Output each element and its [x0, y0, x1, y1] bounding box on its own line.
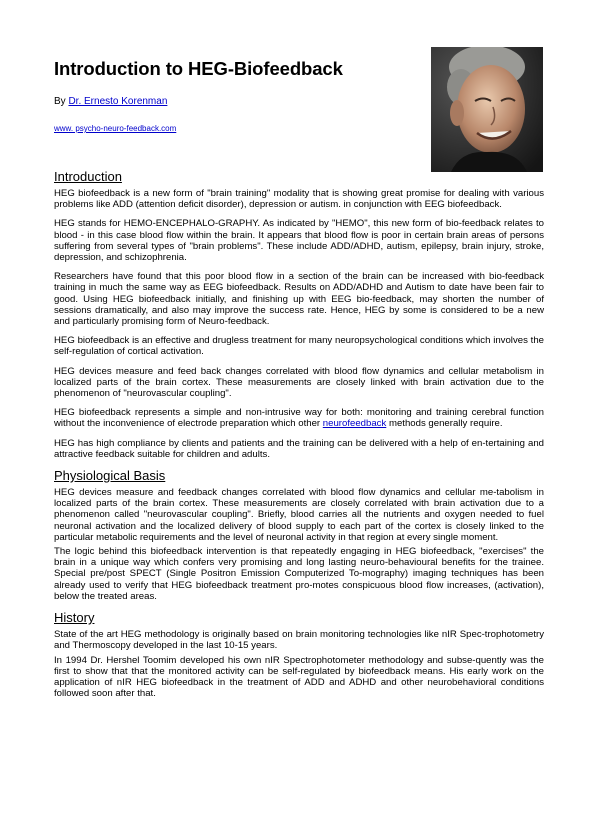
- paragraph: HEG stands for HEMO-ENCEPHALO-GRAPHY. As indicated by "HEMO", this new form of bio-feedback relates to blood - in this case blood flow within the brain. It appears that blood flow is poor in certain brain areas of persons suffering from several types of "brain problems". These include ADD/ADHD, autism, epilepsy, brain injury, stroke, depression, and schizophrenia.: [54, 218, 544, 264]
- section-heading-introduction: Introduction: [54, 169, 122, 184]
- article-body: [54, 169, 544, 707]
- paragraph-text: HEG biofeedback represents a simple and non-intrusive way for both: monitoring and training cerebral function without the inconvenience of electrode preparation which other: [54, 407, 544, 430]
- paragraph: Researchers have found that this poor blood flow in a section of the brain can be increased with bio-feedback training in much the same way as EEG biofeedback. Results on ADD/ADHD and Autism to date have been fair to good. Using HEG biofeedback initially, and finishing up with EEG bio-feedback, may shorten the number of sessions dramatically, and also may improve the success rate. Hence, HEG by some is considered to be a new and particularly promising form of Neuro-feedback.: [54, 271, 544, 328]
- byline: [54, 96, 167, 107]
- paragraph: HEG biofeedback is an effective and drugless treatment for many neuropsychological conditions which involves the self-regulation of cortical activation.: [54, 335, 544, 358]
- page-title: Introduction to HEG-Biofeedback: [54, 58, 343, 79]
- paragraph: HEG devices measure and feedback changes correlated with blood flow dynamics and cellular me-tabolism in localized parts of the brain cortex. These measurements are closely correlated with brain activation due to a phenomenon called "neurovascular coupling". Briefly, blood carries all the nutrients and oxygen needed to fuel neuronal activation and the localized delivery of blood supply to each part of the cortex is closely linked to the particular metabolic requirements and the level of neuronal activity in that region at every single moment.: [54, 487, 544, 543]
- byline-prefix: By: [54, 96, 69, 107]
- paragraph: HEG biofeedback is a new form of "brain training" modality that is showing great promise for dealing with various problems like ADD (attention deficit disorder), depression or autism. in conjunction with EEG biofeedback.: [54, 188, 544, 211]
- neurofeedback-link[interactable]: neurofeedback: [322, 418, 387, 430]
- paragraph: The logic behind this biofeedback intervention is that repeatedly engaging in HEG biofeedback, "exercises" the brain in a unique way which confers very promising and long lasting neuro-behavioural benefits for the trainee. Special pre/post SPECT (Single Positron Emission Computerized To-mography) imaging techniques has been already used to verify that HEG biofeedback treatment pro-motes conspicuous blood flow increases, (activation), below the treated areas.: [54, 546, 544, 602]
- author-photo: [431, 47, 543, 172]
- section-heading-history: History: [54, 610, 95, 626]
- section-history: [54, 610, 544, 699]
- portrait-photo-icon: [431, 47, 543, 172]
- website: [54, 124, 176, 133]
- paragraph: State of the art HEG methodology is originally based on brain monitoring technologies like nIR Spec-trophotometry and Thermoscopy developed in the last 10-15 years.: [54, 629, 544, 652]
- paragraph: HEG devices measure and feed back changes correlated with blood flow dynamics and cellular metabolism in localized parts of the brain cortex. These measurements are closely linked with brain activation due to the phenomenon of "neurovascular coupling".: [54, 365, 544, 400]
- paragraph: In 1994 Dr. Hershel Toomim developed his own nIR Spectrophotometer methodology and subse-quently was the first to show that that the monitored activity can be self-regulated by biofeedback means. His early work on the application of nIR HEG biofeedback in the treatment of ADD and ADHD and other neurobehavioral conditions followed soon after that.: [54, 654, 544, 700]
- website-link[interactable]: www. psycho-neuro-feedback.com: [54, 124, 177, 133]
- author-link[interactable]: Dr. Ernesto Korenman: [68, 96, 168, 107]
- section-introduction: [54, 169, 544, 460]
- paragraph: [54, 407, 544, 429]
- paragraph-text: methods generally require.: [386, 418, 503, 430]
- section-heading-physiological-basis: Physiological Basis: [54, 468, 166, 484]
- section-physiological-basis: [54, 468, 544, 602]
- paragraph: HEG has high compliance by clients and patients and the training can be delivered with a help of en-tertaining and attractive feedback suitable for children and adults.: [54, 437, 544, 460]
